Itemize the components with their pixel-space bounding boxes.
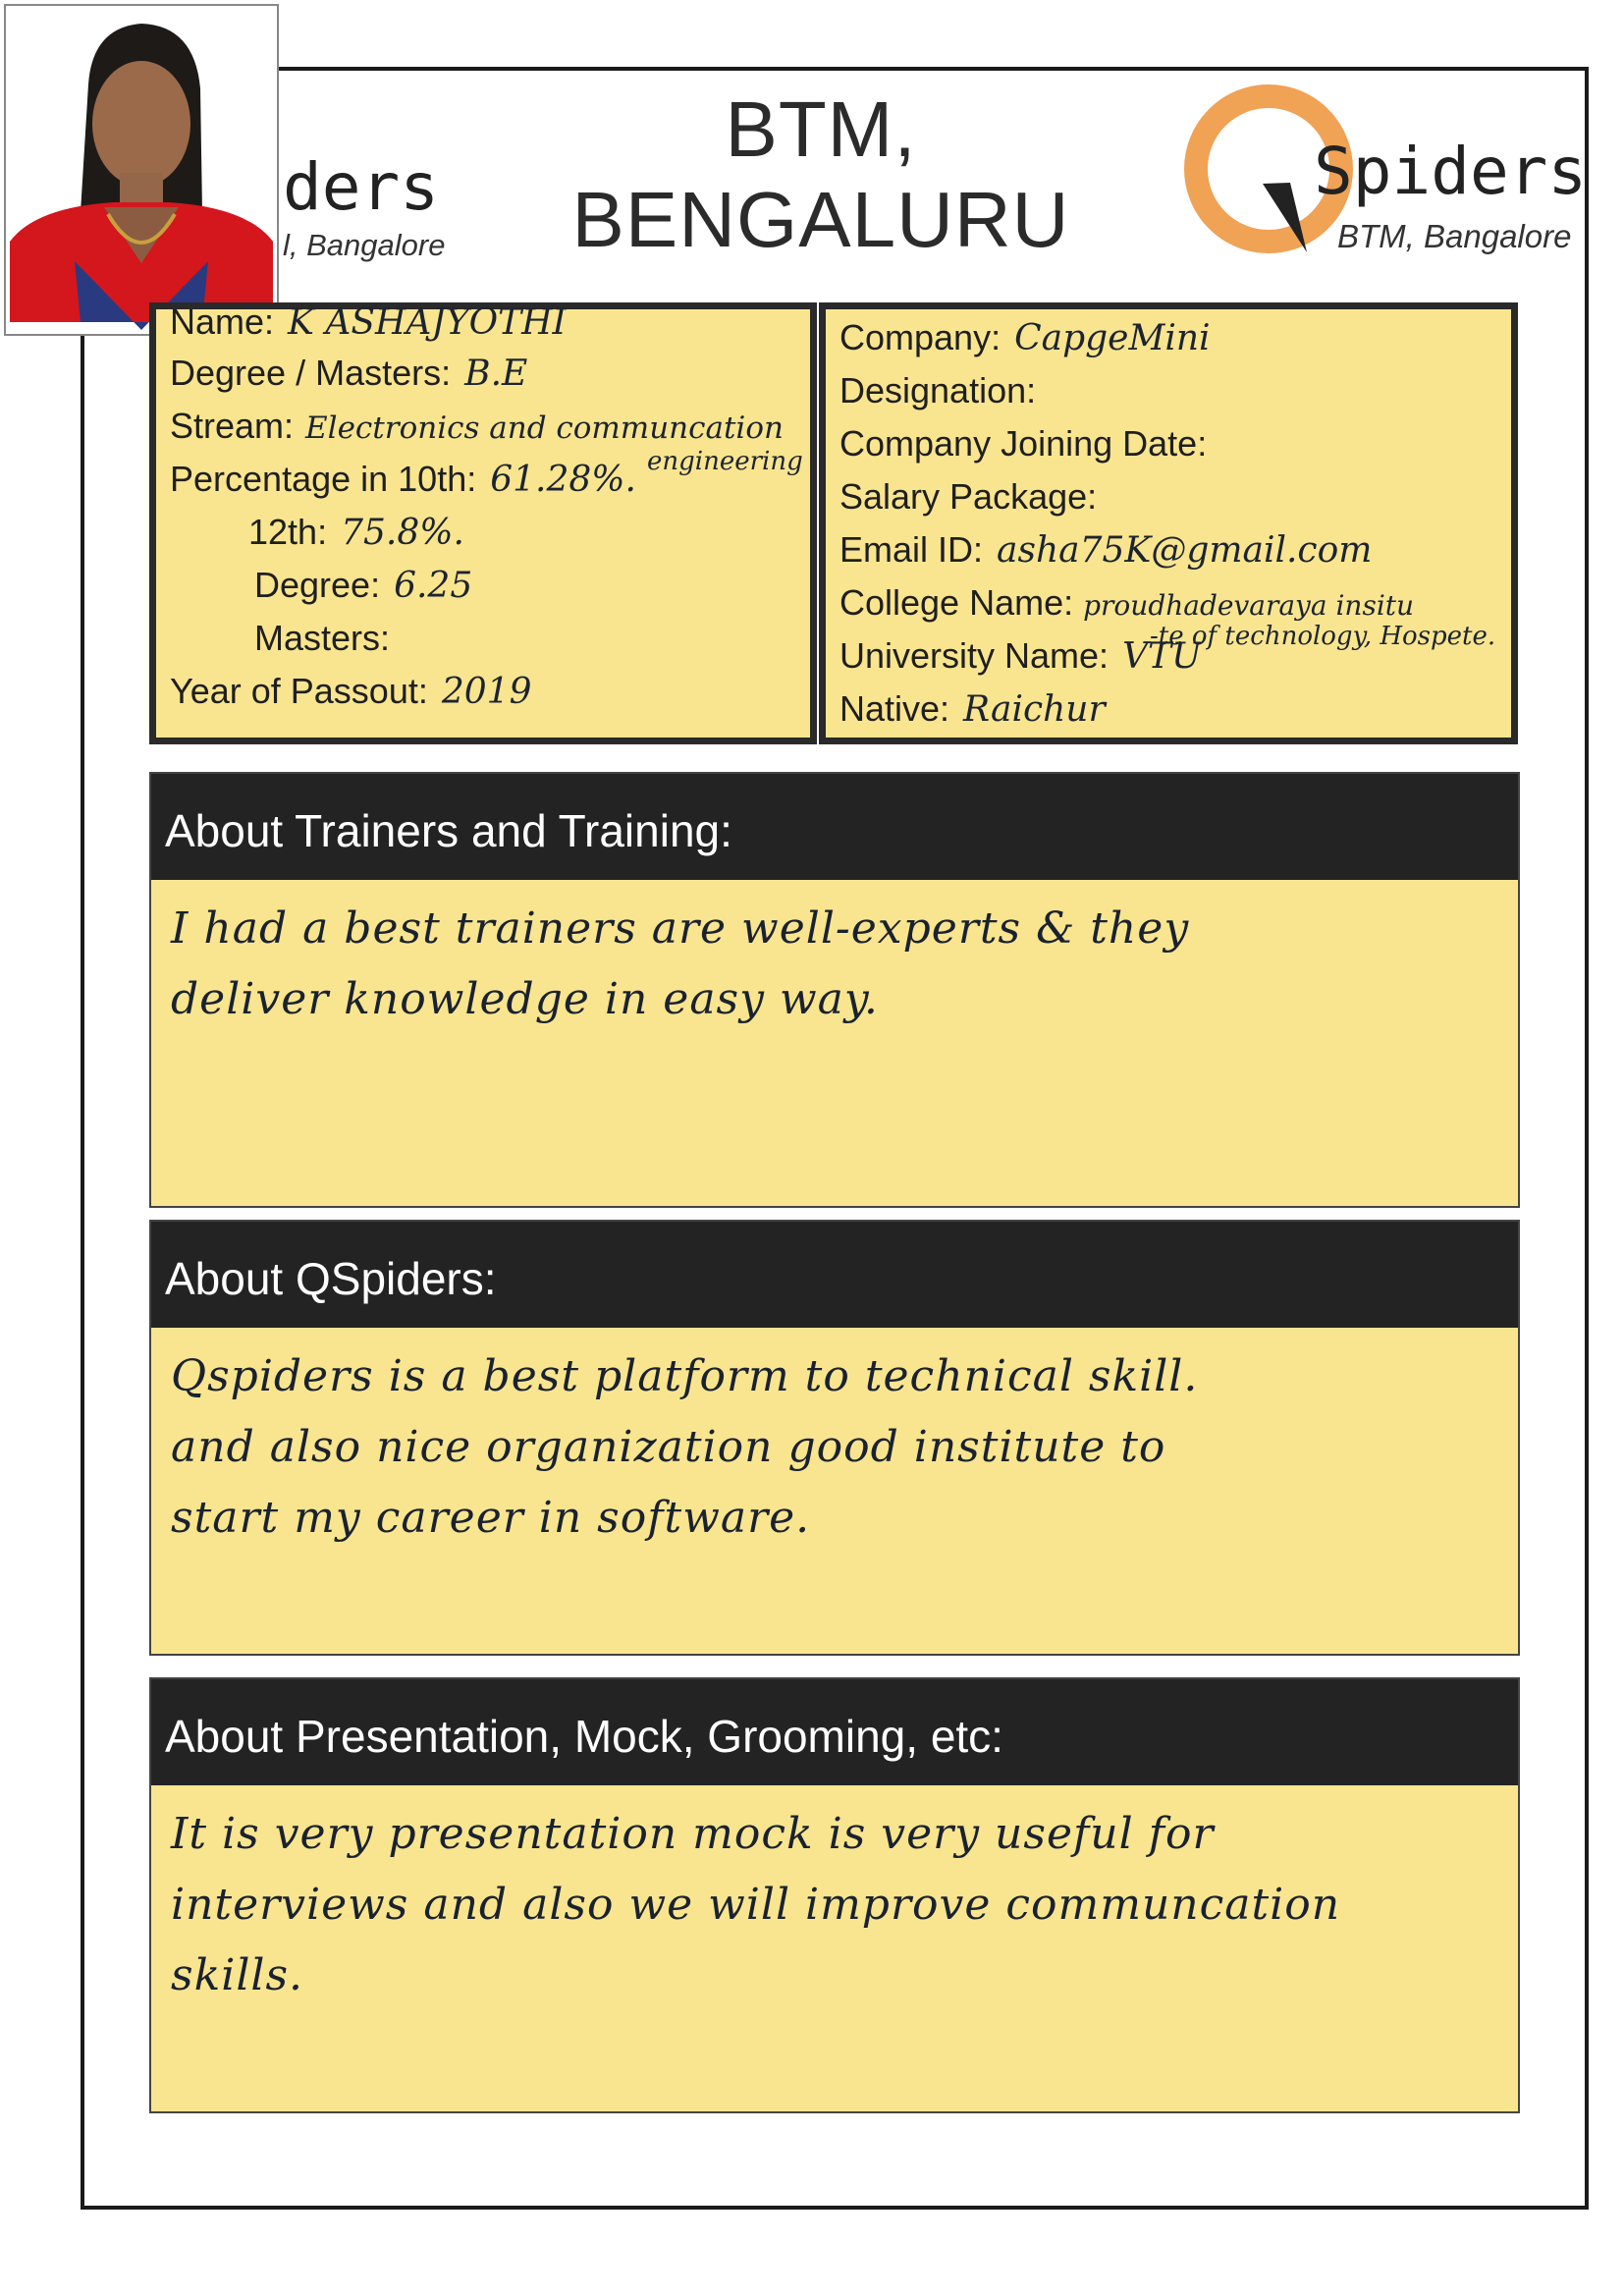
student-details-panel	[149, 302, 817, 744]
stream-value: Electronics and communcation	[305, 410, 784, 446]
college-label: College Name:	[839, 582, 1074, 623]
university-value: VTU	[1122, 636, 1202, 677]
percentage-10th-label: Percentage in 10th:	[170, 459, 477, 499]
company-row	[839, 317, 1211, 358]
designation-row	[839, 370, 1050, 411]
email-label: Email ID:	[839, 529, 984, 570]
percentage-degree-label: Degree:	[254, 565, 381, 605]
passout-label: Year of Passout:	[170, 671, 428, 711]
company-label: Company:	[839, 317, 1001, 357]
joining-date-label: Company Joining Date:	[839, 423, 1208, 464]
degree-value: B.E	[464, 354, 528, 394]
percentage-12th-row	[248, 512, 464, 553]
name-row	[170, 301, 567, 343]
company-details-panel	[819, 302, 1518, 744]
university-label: University Name:	[839, 635, 1110, 676]
percentage-masters-row	[254, 618, 404, 659]
stream-row	[170, 406, 784, 447]
qspiders-logo-right-location: BTM, Bangalore	[1337, 218, 1572, 254]
about-trainers-heading: About Trainers and Training:	[151, 774, 1518, 880]
college-value: proudhadevaraya insitu	[1083, 589, 1415, 622]
joining-date-row	[839, 423, 1220, 465]
percentage-10th-row	[170, 459, 636, 500]
about-presentation-line: interviews and also we will improve communcation	[171, 1880, 1341, 1930]
university-row	[839, 635, 1201, 677]
about-qspiders-line: start my career in software.	[171, 1493, 811, 1543]
email-row	[839, 529, 1372, 571]
college-value-continued: -te of technology, Hospete.	[1150, 622, 1496, 651]
stream-label: Stream:	[170, 406, 295, 446]
passout-value: 2019	[441, 672, 532, 712]
company-value: CapgeMini	[1014, 318, 1211, 358]
percentage-12th-value: 75.8%.	[341, 513, 464, 553]
about-qspiders-heading: About QSpiders:	[151, 1222, 1518, 1328]
qspiders-logo-right-text: Spiders	[1314, 134, 1588, 209]
about-presentation-section	[149, 1677, 1520, 2113]
qspiders-logo-left-text: ders	[283, 149, 439, 225]
about-trainers-line: deliver knowledge in easy way.	[171, 974, 879, 1024]
student-photo	[4, 4, 279, 336]
college-row	[839, 582, 1414, 624]
about-qspiders-line: Qspiders is a best platform to technical skill.	[171, 1351, 1199, 1401]
about-trainers-line: I had a best trainers are well-experts & they	[171, 903, 1190, 954]
about-presentation-line: It is very presentation mock is very useful for	[171, 1809, 1215, 1859]
name-label: Name:	[170, 301, 275, 342]
degree-row	[170, 353, 527, 394]
percentage-degree-value: 6.25	[394, 566, 473, 606]
degree-label: Degree / Masters:	[170, 353, 452, 393]
about-qspiders-section	[149, 1220, 1520, 1656]
qspiders-logo-left-location: l, Bangalore	[283, 228, 446, 262]
page-title: BTM, BENGALURU	[571, 85, 1070, 263]
native-value: Raichur	[963, 689, 1106, 730]
native-row	[839, 688, 1106, 730]
about-trainers-section	[149, 772, 1520, 1208]
native-label: Native:	[839, 688, 950, 729]
passout-row	[170, 671, 531, 712]
designation-label: Designation:	[839, 370, 1037, 410]
percentage-masters-label: Masters:	[254, 618, 391, 658]
email-value: asha75K@gmail.com	[997, 530, 1373, 571]
about-presentation-line: skills.	[171, 1950, 304, 2000]
salary-row	[839, 476, 1110, 518]
percentage-10th-value: 61.28%.	[490, 460, 636, 500]
salary-label: Salary Package:	[839, 476, 1098, 517]
percentage-degree-row	[254, 565, 472, 606]
about-qspiders-line: and also nice organization good institute to	[171, 1422, 1166, 1472]
stream-value-continued: engineering	[647, 447, 803, 476]
name-value: K ASHAJYOTHI	[288, 302, 567, 343]
about-presentation-heading: About Presentation, Mock, Grooming, etc:	[151, 1679, 1518, 1785]
percentage-12th-label: 12th:	[248, 512, 328, 552]
